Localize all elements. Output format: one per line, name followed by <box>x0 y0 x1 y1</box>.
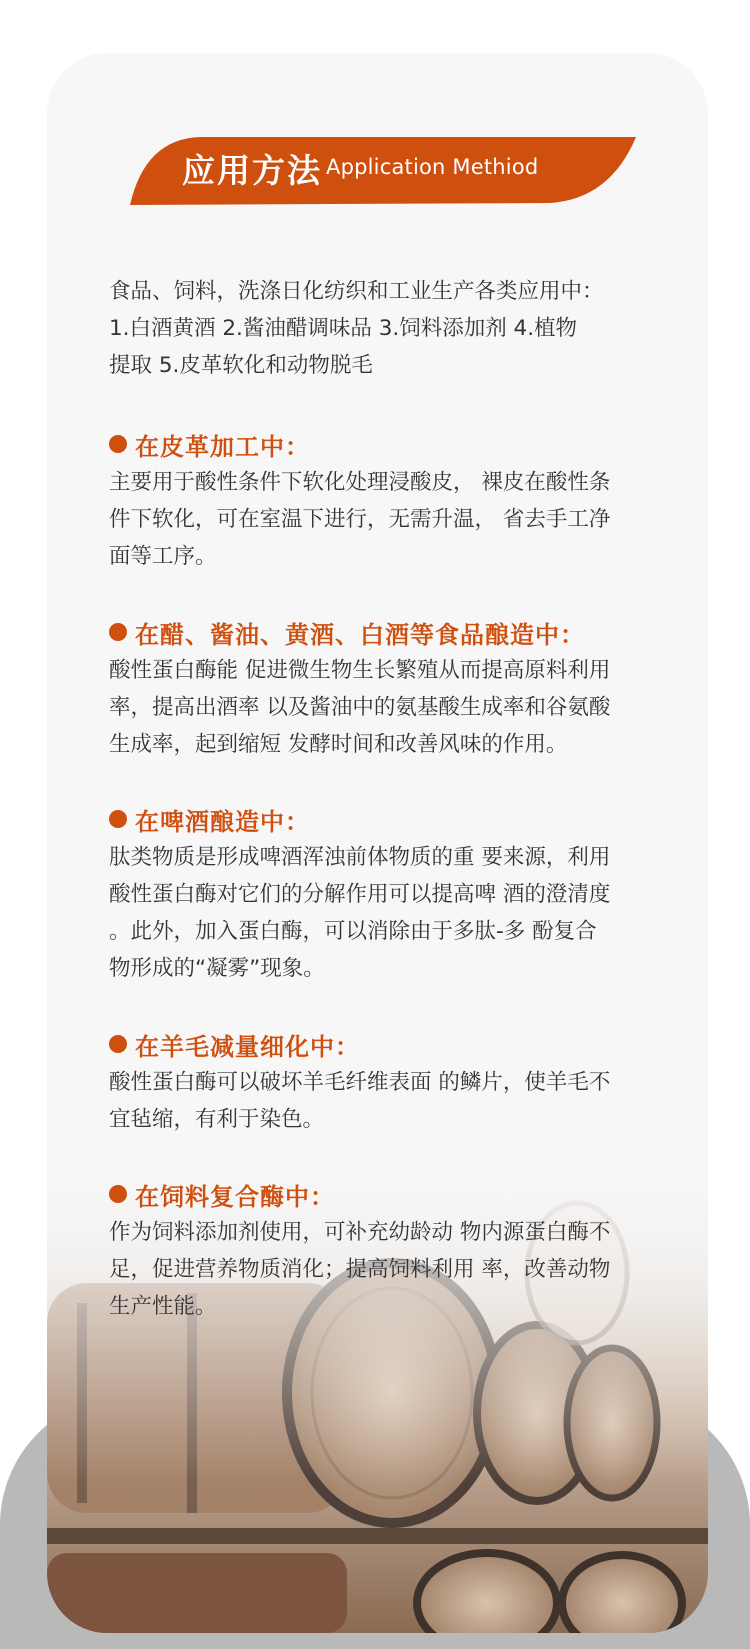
body-line: 足，促进营养物质消化；提高饲料利用 率，改善动物 <box>109 1257 611 1282</box>
bullet-dot-icon <box>109 1035 127 1053</box>
body-line: 主要用于酸性条件下软化处理浸酸皮， 裸皮在酸性条 <box>109 470 611 495</box>
section-body <box>107 464 672 575</box>
body-line: 物形成的“凝雾”现象。 <box>109 956 325 981</box>
intro-line: 提取 5.皮革软化和动物脱毛 <box>109 353 373 378</box>
intro-text <box>109 273 669 384</box>
body-line: 。此外，加入蛋白酶，可以消除由于多肽-多 酚复合 <box>109 919 597 944</box>
section-leather <box>107 426 672 575</box>
content-card <box>47 53 708 1633</box>
section-wool <box>107 1026 672 1138</box>
body-line: 肽类物质是形成啤酒浑浊前体物质的重 要来源，利用 <box>109 845 611 870</box>
bullet-dot-icon <box>109 435 127 453</box>
body-line: 宜毡缩，有利于染色。 <box>109 1107 325 1132</box>
body-line: 酸性蛋白酶能 促进微生物生长繁殖从而提高原料利用 <box>109 658 611 683</box>
section-header-banner <box>130 129 640 209</box>
body-line: 作为饲料添加剂使用，可补充幼龄动 物内源蛋白酶不 <box>109 1220 611 1245</box>
intro-line: 食品、饲料，洗涤日化纺织和工业生产各类应用中： <box>109 279 604 304</box>
bullet-dot-icon <box>109 1185 127 1203</box>
body-line: 生成率，起到缩短 发酵时间和改善风味的作用。 <box>109 732 568 757</box>
card-content <box>47 53 708 1633</box>
body-line: 件下软化，可在室温下进行，无需升温， 省去手工净 <box>109 507 611 532</box>
body-line: 生产性能。 <box>109 1294 217 1319</box>
header-title: 应用方法 <box>182 151 322 190</box>
section-heading: 在饲料复合酶中： <box>135 1182 335 1211</box>
section-feed-enzyme <box>107 1176 672 1325</box>
bullet-dot-icon <box>109 623 127 641</box>
section-body <box>107 839 672 987</box>
section-body <box>107 1064 672 1138</box>
body-line: 面等工序。 <box>109 544 217 569</box>
section-food-brewing <box>107 614 672 763</box>
bullet-dot-icon <box>109 810 127 828</box>
header-subtitle: Application Methiod <box>326 155 539 179</box>
body-line: 率，提高出酒率 以及酱油中的氨基酸生成率和谷氨酸 <box>109 695 611 720</box>
section-heading: 在羊毛减量细化中： <box>135 1032 360 1061</box>
body-line: 酸性蛋白酶可以破坏羊毛纤维表面 的鳞片，使羊毛不 <box>109 1070 611 1095</box>
section-beer-brewing <box>107 801 672 987</box>
intro-line: 1.白酒黄酒 2.酱油醋调味品 3.饲料添加剂 4.植物 <box>109 316 578 341</box>
section-heading: 在醋、酱油、黄酒、白酒等食品酿造中： <box>135 620 585 649</box>
section-heading: 在皮革加工中： <box>135 432 310 461</box>
section-heading: 在啤酒酿造中： <box>135 807 310 836</box>
section-body <box>107 1214 672 1325</box>
body-line: 酸性蛋白酶对它们的分解作用可以提高啤 酒的澄清度 <box>109 882 611 907</box>
section-body <box>107 652 672 763</box>
